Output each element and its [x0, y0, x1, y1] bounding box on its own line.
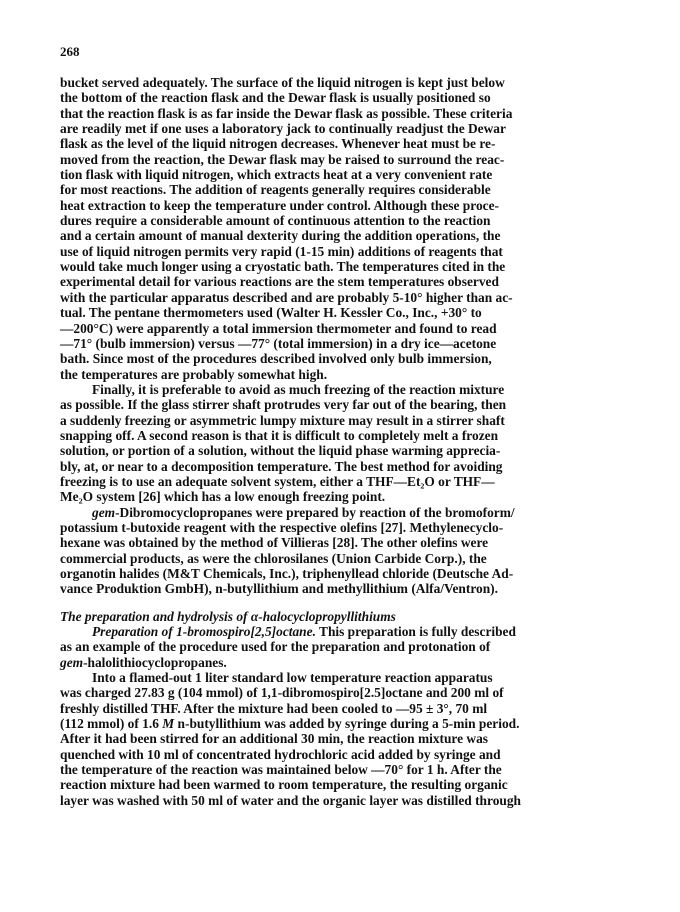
text-line: for most reactions. The addition of reagents generally requires considerable	[60, 182, 491, 198]
section-heading: The preparation and hydrolysis of α-halocyclopropyllithiums	[60, 608, 396, 624]
text-span: n-butyllithium was added by syringe during a 5-min period.	[174, 716, 520, 732]
text-line: the temperature of the reaction was maintained below —70° for 1 h. After the	[60, 762, 502, 778]
subsection-title: Preparation of 1-bromospiro[2,5]octane.	[92, 624, 316, 640]
text-line: quenched with 10 ml of concentrated hydrochloric acid added by syringe and	[60, 746, 501, 762]
text-line: reaction mixture had been warmed to room temperature, the resulting organic	[60, 777, 508, 793]
text-line: a suddenly freezing or asymmetric lumpy mixture may result in a stirrer shaft	[60, 412, 505, 428]
text-line: moved from the reaction, the Dewar flask may be raised to surround the reac-	[60, 151, 505, 167]
text-line: freshly distilled THF. After the mixture had been cooled to —95 ± 3°, 70 ml	[60, 700, 488, 716]
section-spacer	[60, 597, 640, 609]
text-line: —71° (bulb immersion) versus —77° (total immersion) in a dry ice—acetone	[60, 335, 497, 351]
text-line: hexane was obtained by the method of Villieras [28]. The other olefins were	[60, 535, 489, 551]
text-line: experimental detail for various reactions are the stem temperatures observed	[60, 274, 499, 290]
text-line: commercial products, as were the chlorosilanes (Union Carbide Corp.), the	[60, 550, 487, 566]
text-line: Me₂O system [26] which has a low enough freezing point.	[60, 489, 386, 505]
text-line: —200°C) were apparently a total immersion thermometer and found to read	[60, 320, 497, 336]
text-line	[60, 505, 640, 520]
text-span: -halolithiocyclopropanes.	[83, 654, 227, 670]
text-line: organotin halides (M&T Chemicals, Inc.), triphenyllead chloride (Deutsche Ad-	[60, 566, 514, 581]
text-line: are readily met if one uses a laboratory jack to continually readjust the Dewar	[60, 121, 506, 137]
text-line: dures require a considerable amount of continuous attention to the reaction	[60, 213, 491, 229]
italic-molar: M	[162, 716, 175, 732]
text-line: flask as the level of the liquid nitrogen decreases. Whenever heat must be re-	[60, 136, 496, 152]
text-line: Into a flamed-out 1 liter standard low temperature reaction apparatus	[92, 670, 493, 686]
text-line: freezing is to use an adequate solvent system, either a THF—Et₂O or THF—	[60, 473, 495, 489]
text-line: would take much longer using a cryostatic bath. The temperatures cited in the	[60, 259, 506, 275]
text-line: the temperatures are probably somewhat high.	[60, 366, 328, 382]
text-line	[60, 716, 640, 731]
text-line: and a certain amount of manual dexterity during the addition operations, the	[60, 228, 501, 244]
text-line: was charged 27.83 g (104 mmol) of 1,1-dibromospiro[2.5]octane and 200 ml of	[60, 685, 504, 701]
body-text	[60, 75, 640, 808]
text-line: as possible. If the glass stirrer shaft protrudes very far out of the bearing, then	[60, 397, 507, 413]
text-line: bly, at, or near to a decomposition temperature. The best method for avoiding	[60, 458, 503, 474]
text-line: the bottom of the reaction flask and the Dewar flask is usually positioned so	[60, 90, 491, 106]
text-line: snapping off. A second reason is that it is difficult to completely melt a frozen	[60, 427, 499, 443]
text-line: Finally, it is preferable to avoid as much freezing of the reaction mixture	[92, 381, 505, 397]
text-line: After it had been stirred for an additional 30 min, the reaction mixture was	[60, 731, 488, 747]
text-line: bath. Since most of the procedures described involved only bulb immersion,	[60, 351, 492, 367]
italic-gem: gem	[60, 654, 84, 670]
text-line	[60, 655, 640, 670]
text-line	[60, 624, 640, 639]
text-line: vance Produktion GmbH), n-butyllithium and methyllithium (Alfa/Ventron).	[60, 581, 498, 597]
italic-gem: gem	[92, 504, 116, 520]
text-line: layer was washed with 50 ml of water and the organic layer was distilled through	[60, 792, 521, 808]
text-line: tual. The pentane thermometers used (Walter H. Kessler Co., Inc., +30° to	[60, 305, 482, 321]
text-line: with the particular apparatus described and are probably 5-10° higher than ac-	[60, 289, 513, 305]
text-span: (112 mmol) of 1.6	[60, 716, 163, 732]
text-line: bucket served adequately. The surface of the liquid nitrogen is kept just below	[60, 75, 505, 90]
page-number: 268	[60, 44, 80, 59]
text-line: solution, or portion of a solution, without the liquid phase warming apprecia-	[60, 443, 501, 459]
text-line: as an example of the procedure used for the preparation and protonation of	[60, 639, 491, 655]
text-line: tion flask with liquid nitrogen, which extracts heat at a very convenient rate	[60, 167, 493, 183]
text-span: -Dibromocyclopropanes were prepared by reaction of the bromoform/	[115, 504, 515, 520]
text-span: This preparation is fully described	[315, 624, 516, 640]
text-line: heat extraction to keep the temperature under control. Although these proce-	[60, 197, 499, 213]
text-line: potassium t-butoxide reagent with the respective olefins [27]. Methylenecyclo-	[60, 519, 504, 535]
text-line: that the reaction flask is as far inside the Dewar flask as possible. These criteria	[60, 105, 513, 121]
text-line: use of liquid nitrogen permits very rapid (1-15 min) additions of reagents that	[60, 243, 503, 259]
